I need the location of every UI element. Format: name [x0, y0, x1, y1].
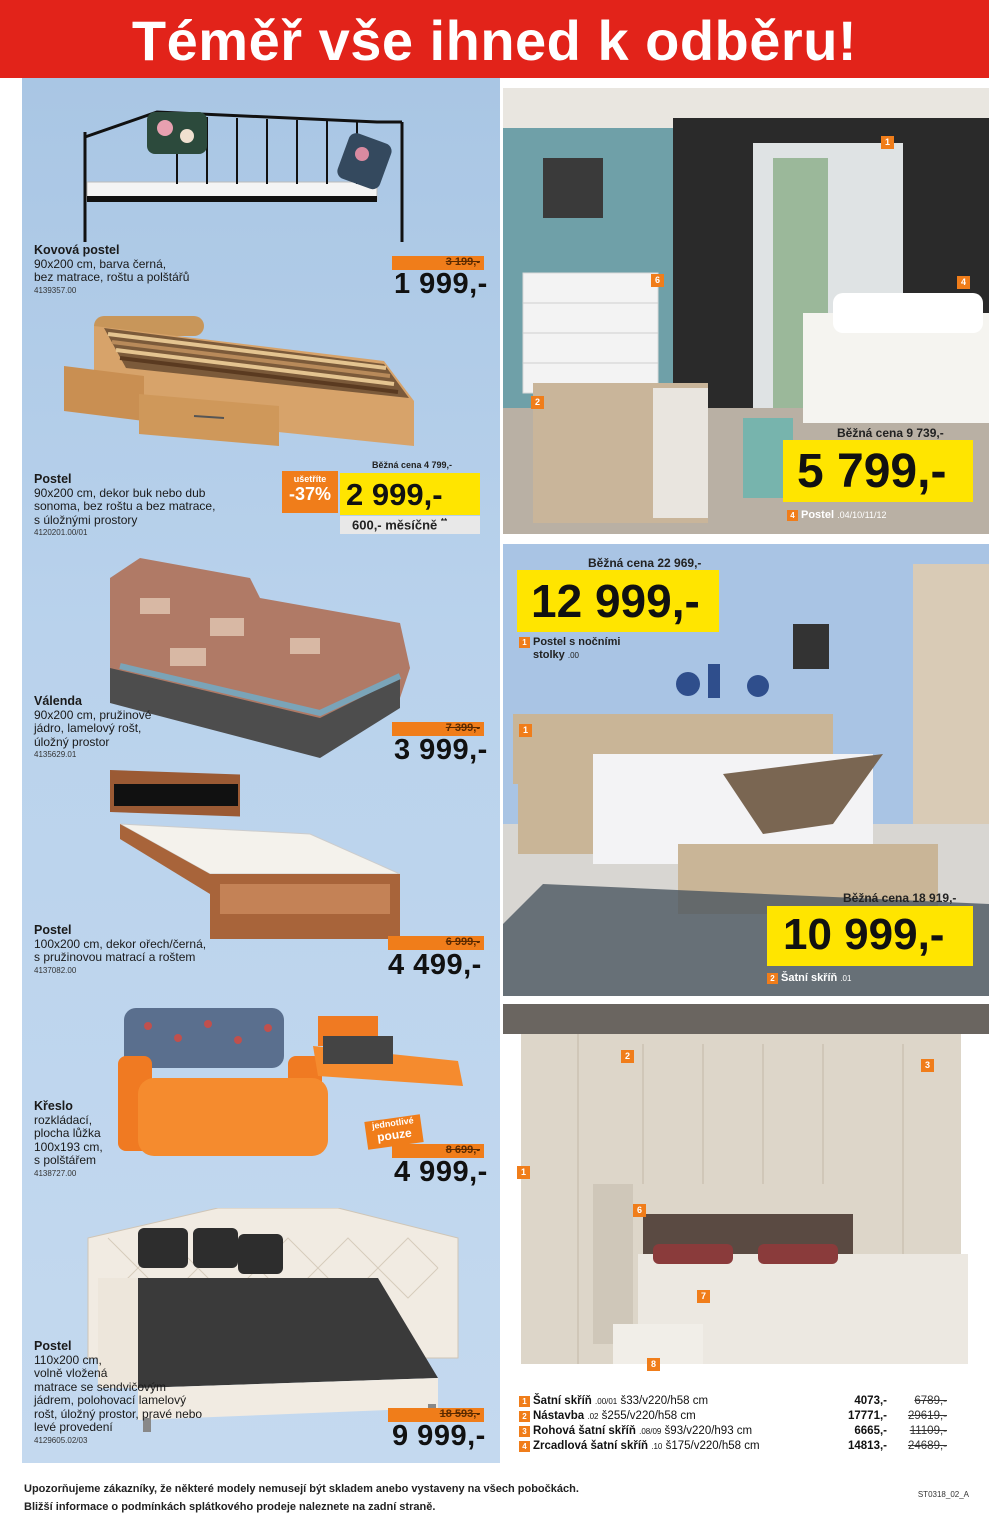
product-desc: matrace se sendvičovým: [34, 1379, 167, 1394]
caption-line: [519, 649, 620, 662]
regular-price-label: Běžná cena 22 969,-: [588, 556, 702, 570]
save-percent: -37%: [288, 484, 332, 504]
product-desc: volně vložená: [34, 1366, 108, 1380]
product-name: Válenda: [34, 694, 82, 708]
banner-title: Téměř vše ihned k odběru!: [131, 9, 858, 72]
item-old-price: 6789,-: [914, 1395, 947, 1407]
item-code: .00/01: [595, 1397, 618, 1406]
page-code: ST0318_02_A: [917, 1490, 969, 1499]
regular-price-label: Běžná cena 4 799,-: [372, 460, 453, 470]
product-code: 4139357.00: [34, 285, 77, 295]
photo-badge: 8: [647, 1358, 660, 1371]
product-desc: rošt, úložný prostor, pravé nebo: [34, 1406, 203, 1421]
item-dims: š33/v220/h58 cm: [620, 1395, 709, 1407]
photo-badge: 6: [633, 1204, 646, 1217]
item-dims: š255/v220/h58 cm: [601, 1410, 696, 1422]
product-desc: 90x200 cm, dekor buk nebo dub: [34, 485, 206, 500]
product-code: 4129605.02/03: [34, 1435, 88, 1445]
item-label: [519, 1394, 708, 1409]
item-code: .08/09: [639, 1427, 662, 1436]
list-item: [519, 1424, 949, 1439]
product-desc: s úložnými prostory: [34, 512, 138, 527]
caption-bottom: [767, 972, 851, 984]
product-valenda: [34, 695, 151, 760]
item-name: Šatní skříň: [533, 1395, 592, 1407]
item-old-price: 29619,-: [907, 1410, 947, 1422]
old-price: 3 199,-: [445, 256, 480, 268]
item-label: [519, 1439, 760, 1454]
save-label: ušetříte: [293, 474, 327, 484]
old-price: 18 593,-: [439, 1408, 480, 1420]
product-postel-buk: [34, 473, 215, 538]
item-price: 14813,-: [847, 1440, 887, 1452]
product-name: Křeslo: [34, 1099, 73, 1113]
product-name: Postel: [34, 1339, 72, 1353]
product-desc: s polštářem: [34, 1153, 97, 1167]
product-desc: jádrem, polohovací lamelový: [34, 1393, 187, 1407]
bedroom-panel-3: [503, 1004, 989, 1388]
caption-top: [519, 636, 620, 662]
list-item: [519, 1394, 949, 1409]
badge-line: pouze: [376, 1125, 413, 1145]
wooden-bed-image: [64, 306, 424, 476]
price-value: 12 999,-: [531, 575, 700, 627]
item-number: 2: [519, 1411, 530, 1422]
monthly-installment: [352, 517, 447, 532]
photo-badge: 2: [621, 1050, 634, 1063]
item-number: 3: [519, 1426, 530, 1437]
product-price: 4 999,-: [394, 1156, 488, 1188]
caption-name: Postel: [801, 509, 835, 521]
product-code: 4138727.00: [34, 1168, 77, 1178]
product-code: 4137082.00: [34, 965, 77, 975]
caption-name: Šatní skříň: [781, 972, 838, 984]
item-label: [519, 1409, 696, 1424]
product-postel-rohova: [34, 1340, 202, 1446]
photo-badge: 1: [519, 724, 532, 737]
product-desc: 110x200 cm,: [34, 1352, 102, 1367]
stock-disclaimer: Upozorňujeme zákazníky, že některé modely nemusejí být skladem anebo vystaveny na všech pobočkách.: [24, 1483, 579, 1495]
caption-name: Postel s nočními: [533, 636, 621, 648]
item-label: [519, 1424, 752, 1439]
caption-line: [519, 636, 620, 649]
item-number: 1: [519, 1396, 530, 1407]
product-desc: 90x200 cm, pružinové: [34, 707, 152, 722]
item-name: Rohová šatní skříň: [533, 1425, 636, 1437]
photo-badge: 4: [957, 276, 970, 289]
product-code: 4120201.00/01: [34, 528, 88, 537]
photo-badge: 1: [881, 136, 894, 149]
list-item: [519, 1439, 949, 1454]
caption-name: stolky: [533, 649, 565, 661]
price-value: 5 799,-: [797, 445, 947, 498]
product-kreslo: [34, 1100, 103, 1179]
product-desc: úložný prostor: [34, 734, 110, 749]
product-desc: rozkládací,: [34, 1112, 93, 1127]
product-name: Postel: [34, 472, 72, 486]
product-desc: jádro, lamelový rošt,: [34, 721, 142, 735]
product-desc: levé provedení: [34, 1420, 113, 1434]
caption-code: .00: [567, 651, 579, 660]
item-code: .02: [587, 1412, 599, 1421]
product-desc: 100x193 cm,: [34, 1139, 103, 1154]
product-desc: bez matrace, roštu a polštářů: [34, 270, 190, 284]
bedroom-photo-3: [503, 1004, 989, 1388]
regular-price-label: Běžná cena 9 739,-: [837, 426, 944, 440]
old-price: 8 699,-: [445, 1144, 480, 1156]
save-badge: [282, 471, 338, 513]
product-price: 4 499,-: [388, 949, 482, 981]
item-old-price: 11109,-: [909, 1425, 947, 1437]
old-price: 6 999,-: [445, 936, 480, 948]
monthly-footnote-mark: **: [440, 517, 448, 526]
item-old-price: 24689,-: [907, 1440, 947, 1452]
metal-bed-image: [77, 92, 417, 252]
product-desc: plocha lůžka: [34, 1126, 101, 1140]
caption-code: .01: [840, 974, 852, 983]
photo-badge: 7: [697, 1290, 710, 1303]
item-dims: š93/v220/h93 cm: [664, 1425, 753, 1437]
badge-line: jednotlivé: [371, 1115, 415, 1131]
photo-badge: 1: [517, 1166, 530, 1179]
header-banner: [0, 0, 989, 78]
wardrobe-price-list: [519, 1394, 949, 1454]
caption-number: 1: [519, 637, 530, 648]
list-item: [519, 1409, 949, 1424]
monthly-value: 600,- měsíčně: [352, 517, 438, 533]
product-desc: s pružinovou matrací a roštem: [34, 950, 196, 964]
product-code: 4135629.01: [34, 750, 77, 759]
product-name: Kovová postel: [34, 243, 120, 257]
installment-note: Bližší informace o podmínkách splátkového prodeje naleznete na zadní straně.: [24, 1501, 436, 1513]
product-price: 1 999,-: [394, 268, 488, 300]
caption-number: 2: [767, 973, 778, 984]
photo-badge: 6: [651, 274, 664, 287]
product-name: Postel: [34, 923, 72, 937]
bedroom-panel-2: [503, 544, 989, 996]
item-number: 4: [519, 1441, 530, 1452]
product-kovova-postel: [34, 244, 189, 296]
photo-badge: 2: [531, 396, 544, 409]
bedroom-panel-1: [503, 88, 989, 534]
item-price: 4073,-: [854, 1395, 887, 1407]
price-value: 10 999,-: [783, 910, 945, 959]
item-price: 17771,-: [847, 1410, 887, 1422]
product-price: 9 999,-: [392, 1420, 486, 1452]
product-price: 3 999,-: [394, 734, 488, 766]
product-postel-orech: [34, 924, 206, 976]
photo-badge: 3: [921, 1059, 934, 1072]
product-desc: sonoma, bez roštu a bez matrace,: [34, 499, 216, 513]
item-dims: š175/v220/h58 cm: [665, 1440, 760, 1452]
product-price: 2 999,-: [346, 477, 443, 512]
item-name: Nástavba: [533, 1410, 585, 1422]
product-desc: 90x200 cm, barva černá,: [34, 256, 167, 271]
caption: [787, 509, 886, 521]
caption-number: 4: [787, 510, 798, 521]
item-code: .10: [651, 1442, 663, 1451]
regular-price-label: Běžná cena 18 919,-: [843, 891, 957, 905]
item-name: Zrcadlová šatní skříň: [533, 1440, 649, 1452]
caption-codes: .04/10/11/12: [837, 510, 887, 520]
item-price: 6665,-: [854, 1425, 887, 1437]
old-price: 7 399,-: [445, 722, 480, 734]
product-desc: 100x200 cm, dekor ořech/černá,: [34, 936, 207, 951]
left-product-column: [22, 78, 500, 1463]
